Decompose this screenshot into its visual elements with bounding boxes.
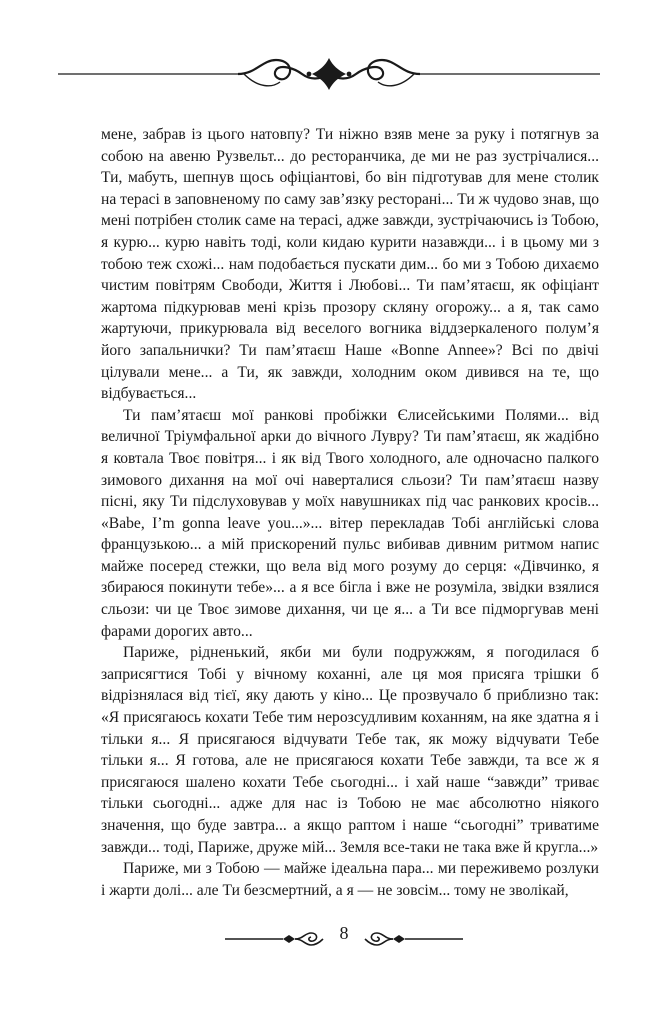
page-footer [225,922,463,956]
paragraph-2: Ти пам’ятаєш мої ранкові пробіжки Єлисейськими Полями... від величної Тріумфальної арки до вічного Лувру? Ти пам’ятаєш, як жадібно я ковтала Твоє повітря... і як від Твого холодного, але одночасно палкого зимового дихання на мої очі наверталися сльози? Ти пам’ятаєш назву пісні, яку Ти підслуховував у моїх навушниках під час ранкових кросів... «Babe, I’m gonna leave you...»... вітер перекладав Тобі англійські слова французькою... а мій прискорений пульс вибивав дивним ритмом напис майже посеред стежки, що вела від мого розуму до серця: «Дівчинко, я збираюся покинути тебе»... а я все бігла і вже не розуміла, звідки взялися сльози: чи це Твоє зимове дихання, чи це я... а Ти все підморгував мені фарами дорогих авто... [101,406,599,640]
footer-ornament-right [363,930,463,948]
top-ornament [58,52,600,96]
paragraph-4: Париже, ми з Тобою — майже ідеальна пара... ми переживемо розлуки і жарти долі... але Ти безсмертний, а я — не зовсім... тому не зволікай, [101,860,599,899]
body-text [101,124,599,901]
page-number: 8 [339,923,349,943]
paragraph-1: мене, забрав із цього натовпу? Ти ніжно взяв мене за руку і потягнув за собою на авеню Рузвельт... до ресторанчика, де ми не раз зустрічалися... Ти, мабуть, шепнув щось офіціантові, бо він підготував для мене столик на терасі в заповненому по саму зав’язку ресторані... Ти ж чудово знав, що мені потрібен столик саме на терасі, адже завжди, зустрічаючись із Тобою, я курю... курю навіть тоді, коли кидаю курити назавжди... і в цьому ми з тобою теж схожі... нам подобається пускати дим... бо ми з Тобою дихаємо чистим повітрям Свободи, Життя і Любові... Ти пам’ятаєш, як офіціант жартома підкурював мені крізь прозору скляну огорожу... а я, так само жартуючи, прикурювала від веселого вогника віддзеркаленого полум’я його запальнички? Ти пам’ятаєш Наше «Bonne Annee»? Всі по двічі цілували мене... а Ти, як завжди, холодним оком дивився на те, що відбувається... [101,126,599,403]
paragraph-3: Париже, рідненький, якби ми були подружжям, я погодилася б заприсягтися Тобі у вічному коханні, але ця моя присяга трішки б відрізнялася від тієї, яку дають у кіно... Це прозвучало б приблизно так: «Я присягаюсь кохати Тебе тим нерозсудливим коханням, на яке здатна я і тільки я... Я присягаюся відчувати Тебе так, як можу відчувати Тебе тільки я... Я готова, але не присягаюся кохати Тебе завжди, та все ж я присягаюся шалено кохати Тебе сьогодні... і хай наше “завжди” триває тільки сьогодні... адже для нас із Тобою не має абсолютно ніякого значення, що буде завтра... а якщо раптом і наше “сьогодні” триватиме завжди... тоді, Париже, друже мій... Земля все-таки не така вже й кругла...» [101,644,599,856]
